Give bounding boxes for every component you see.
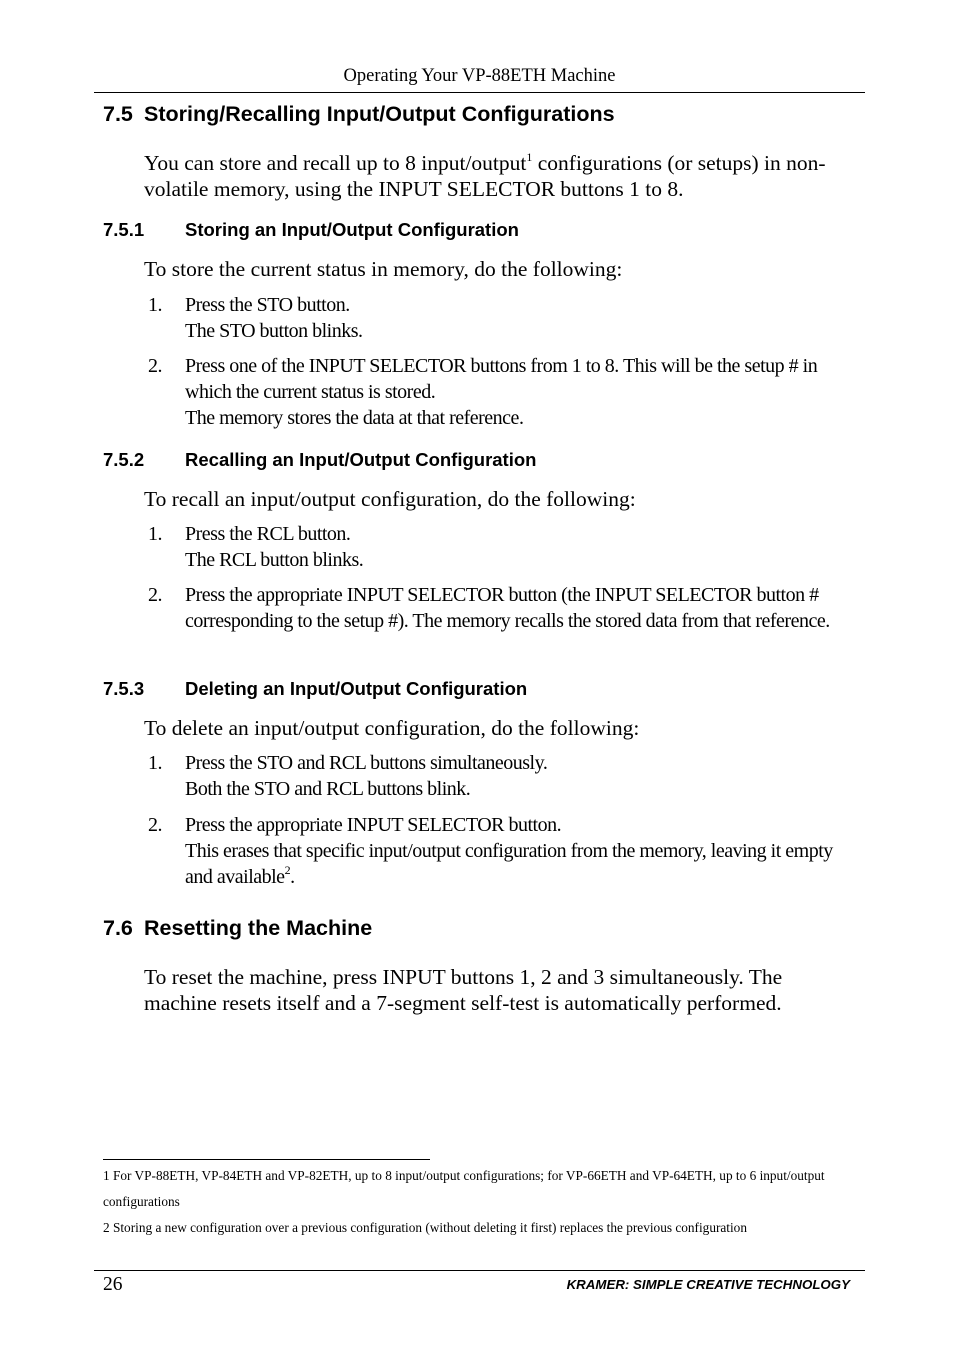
step-item (148, 521, 853, 573)
footnote-ref-1[interactable]: 1 (526, 149, 533, 164)
step-instruction: Press the appropriate INPUT SELECTOR button (the INPUT SELECTOR button # corresponding to the setup #). The memory recalls the stored data from that reference. (185, 584, 830, 632)
step-instruction: Press the appropriate INPUT SELECTOR button. (185, 814, 562, 836)
step-item (148, 812, 853, 890)
footer-rule (94, 1270, 865, 1271)
subsection-heading-7-5-3 (103, 678, 527, 700)
step-number: 1. (148, 752, 162, 774)
section-title: Resetting the Machine (144, 916, 373, 940)
section-heading-7-6 (103, 916, 372, 941)
step-result: The memory stores the data at that reference. (185, 407, 524, 429)
step-number: 2. (148, 584, 162, 606)
footnote-ref-2[interactable]: 2 (284, 863, 291, 878)
section-7-5-2-lead: To recall an input/output configuration, do the following: (144, 487, 636, 511)
subsection-title: Recalling an Input/Output Configuration (185, 449, 537, 470)
section-heading-7-5 (103, 102, 615, 127)
subsection-heading-7-5-1 (103, 219, 519, 241)
section-7-5-intro (144, 150, 856, 202)
footnote-1: 1 For VP-88ETH, VP-84ETH and VP-82ETH, up to 8 input/output configurations; for VP-66ETH and VP-64ETH, up to 6 input/output configurations (103, 1168, 825, 1209)
subsection-number: 7.5.2 (103, 449, 145, 470)
footnote-2: 2 Storing a new configuration over a previous configuration (without deleting it first) replaces the previous configuration (103, 1220, 747, 1235)
step-number: 1. (148, 523, 162, 545)
step-number: 2. (148, 814, 162, 836)
section-7-6-body: To reset the machine, press INPUT buttons 1, 2 and 3 simultaneously. The machine resets itself and a 7-segment self-test is automatically performed. (144, 965, 783, 1015)
step-item (148, 750, 853, 802)
section-title: Storing/Recalling Input/Output Configurations (144, 102, 615, 126)
step-result (185, 838, 853, 890)
section-7-5-1-lead: To store the current status in memory, do the following: (144, 257, 623, 281)
subsection-heading-7-5-2 (103, 449, 536, 471)
step-number: 2. (148, 355, 162, 377)
step-number: 1. (148, 294, 162, 316)
subsection-number: 7.5.3 (103, 678, 145, 699)
intro-text: You can store and recall up to 8 input/output (144, 151, 527, 175)
running-header: Operating Your VP-88ETH Machine (343, 66, 616, 86)
step-result: The STO button blinks. (185, 320, 363, 342)
step-item (148, 292, 853, 344)
section-number: 7.6 (103, 916, 133, 940)
step-instruction: Press the STO and RCL buttons simultaneously. (185, 752, 548, 774)
section-number: 7.5 (103, 102, 133, 126)
step-result-end: . (290, 866, 295, 888)
step-item (148, 582, 853, 634)
page-number: 26 (103, 1274, 123, 1295)
step-result: Both the STO and RCL buttons blink. (185, 778, 471, 800)
step-instruction: Press the STO button. (185, 294, 350, 316)
section-7-5-3-lead: To delete an input/output configuration, do the following: (144, 716, 640, 740)
step-item (148, 353, 853, 431)
intro-text-cont: configurations (or setups) in non-volatile memory, using the INPUT SELECTOR buttons 1 to 8. (144, 151, 826, 201)
step-result-text: This erases that specific input/output configuration from the memory, leaving it empty and available (185, 840, 833, 888)
step-result: The RCL button blinks. (185, 549, 364, 571)
subsection-title: Storing an Input/Output Configuration (185, 219, 519, 240)
subsection-number: 7.5.1 (103, 219, 145, 240)
step-instruction: Press the RCL button. (185, 523, 351, 545)
subsection-title: Deleting an Input/Output Configuration (185, 678, 528, 699)
step-instruction: Press one of the INPUT SELECTOR buttons from 1 to 8. This will be the setup # in which the current status is stored. (185, 355, 818, 403)
footnote-rule (103, 1159, 430, 1160)
header-rule (94, 92, 865, 93)
brand-tagline: KRAMER: SIMPLE CREATIVE TECHNOLOGY (566, 1277, 850, 1292)
